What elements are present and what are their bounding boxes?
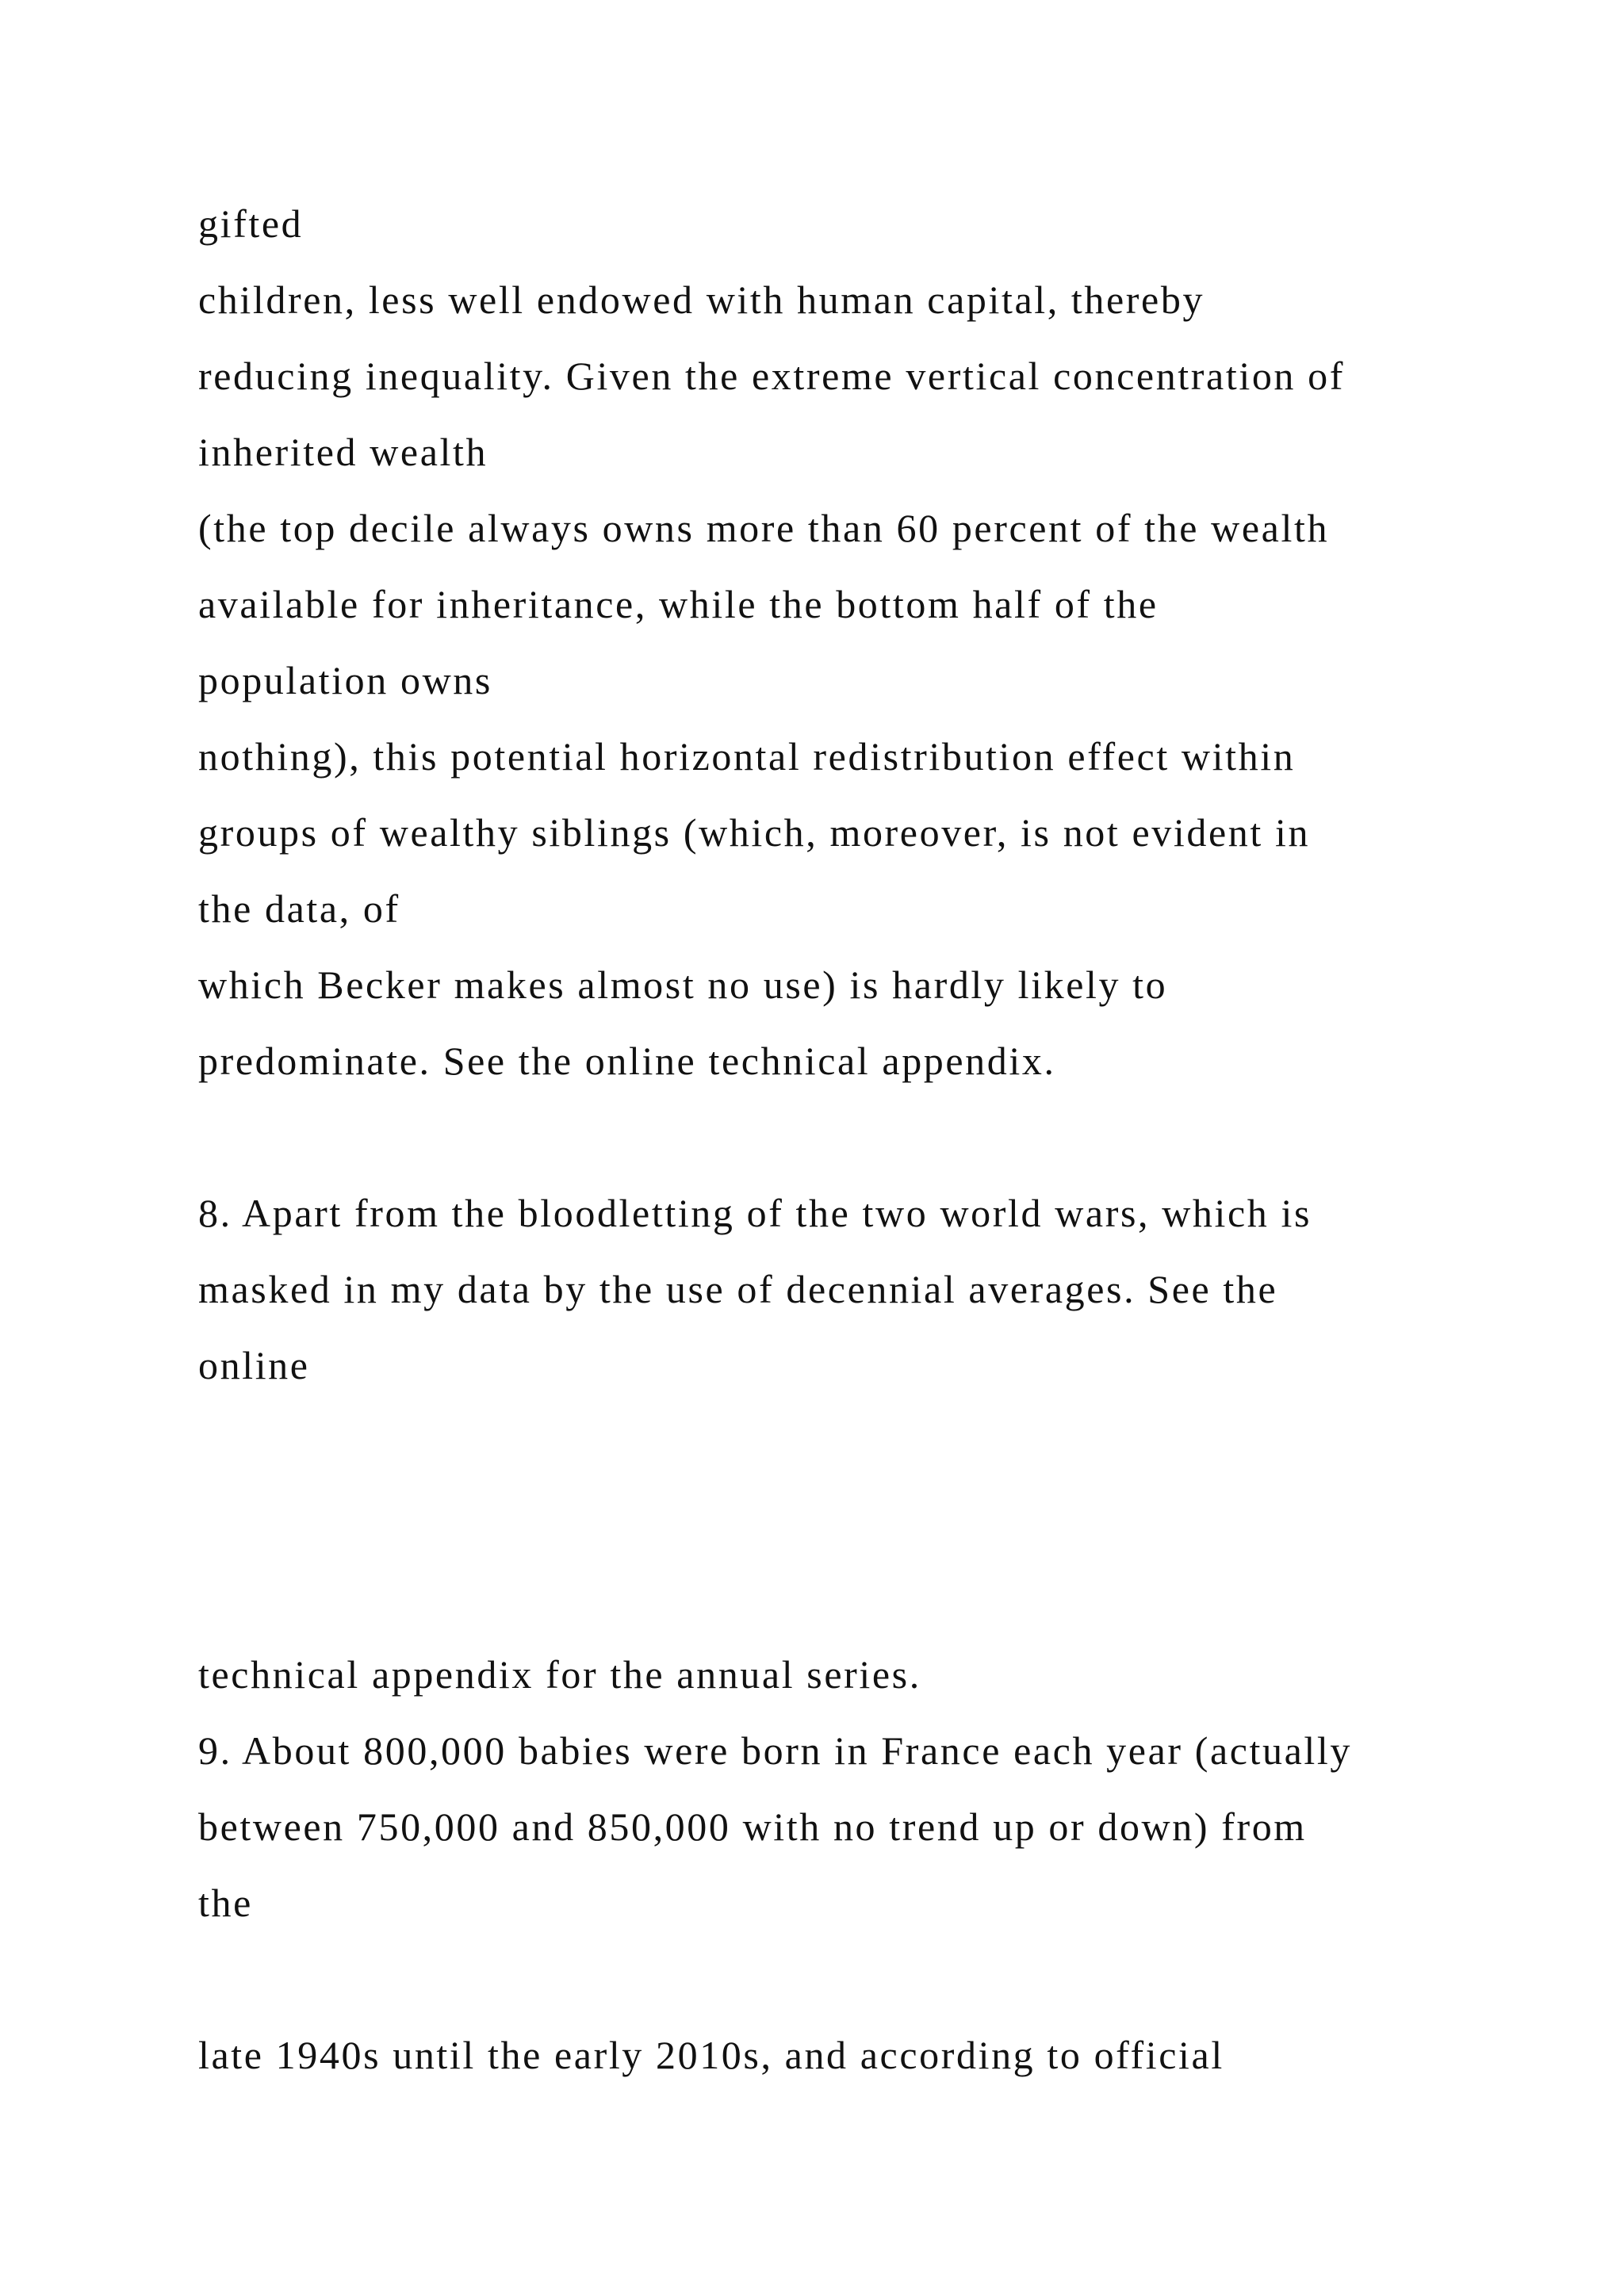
text-line: the	[198, 1881, 253, 1925]
text-line: which Becker makes almost no use) is hardly likely to	[198, 962, 1168, 1007]
text-line: between 750,000 and 850,000 with no trend up or down) from	[198, 1804, 1307, 1849]
text-line: groups of wealthy siblings (which, moreover, is not evident in	[198, 810, 1311, 855]
text-line: inherited wealth	[198, 430, 488, 474]
footnote-8-line: 8. Apart from the bloodletting of the two world wars, which is	[198, 1191, 1312, 1235]
text-line: technical appendix for the annual series.	[198, 1652, 921, 1697]
text-line: masked in my data by the use of decennial averages. See the	[198, 1267, 1278, 1311]
text-line: population owns	[198, 658, 492, 702]
text-line: predominate. See the online technical appendix.	[198, 1039, 1056, 1083]
text-line: gifted	[198, 201, 304, 246]
text-line: available for inheritance, while the bottom half of the	[198, 582, 1159, 626]
text-line: nothing), this potential horizontal redistribution effect within	[198, 734, 1296, 779]
text-line: the data, of	[198, 886, 400, 931]
footnote-9-line: 9. About 800,000 babies were born in France each year (actually	[198, 1728, 1353, 1773]
text-line: online	[198, 1343, 310, 1387]
text-line: late 1940s until the early 2010s, and according to official	[198, 2033, 1224, 2077]
text-line: children, less well endowed with human capital, thereby	[198, 277, 1205, 322]
text-line: reducing inequality. Given the extreme vertical concentration of	[198, 354, 1345, 398]
text-line: (the top decile always owns more than 60 percent of the wealth	[198, 506, 1330, 550]
